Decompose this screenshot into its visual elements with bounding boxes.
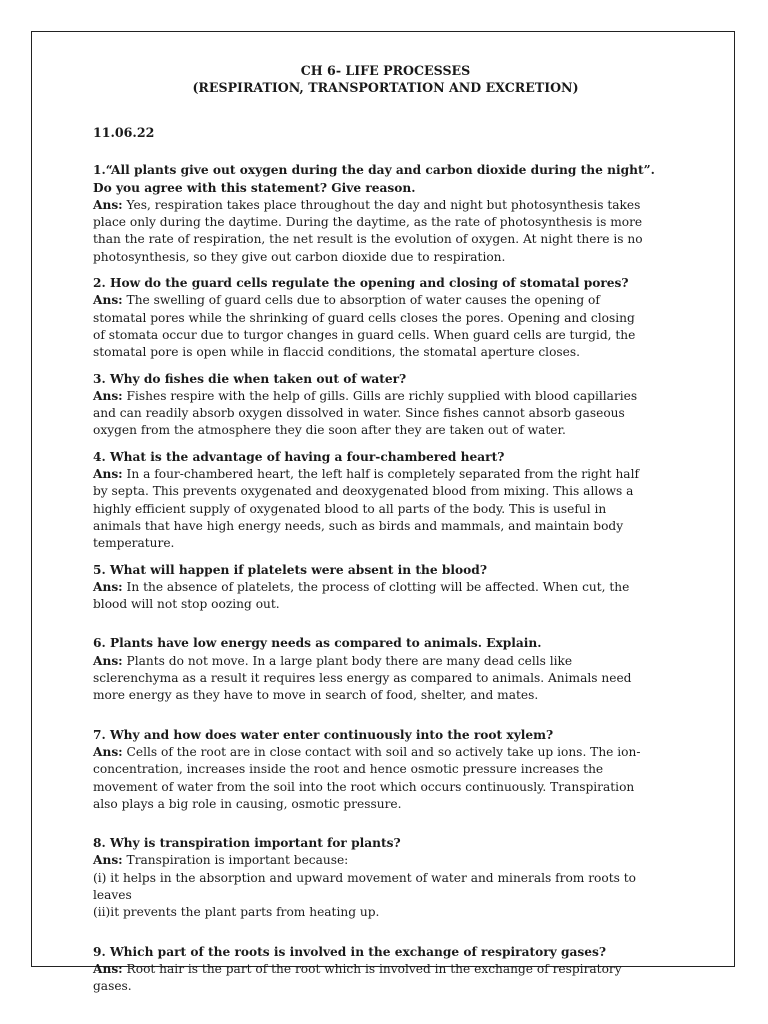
question-block [93, 162, 678, 266]
answer-line: more energy as they have to move in search of food, shelter, and mates. [93, 688, 539, 703]
answer-text [93, 579, 678, 614]
answer-line [93, 292, 678, 309]
answer-line [93, 197, 678, 214]
answer-line: animals that have high energy needs, such as birds and mammals, and maintain body [93, 518, 624, 533]
answer-first-text: In the absence of platelets, the process of clotting will be affected. When cut, the [122, 579, 630, 594]
answer-line: temperature. [93, 536, 175, 551]
answer-text [93, 388, 678, 440]
answer-line [93, 744, 678, 761]
answer-label: Ans: [93, 467, 123, 482]
question-block [93, 727, 678, 813]
question-line: 6. Plants have low energy needs as compared to animals. Explain. [93, 636, 542, 651]
question-line: Do you agree with this statement? Give reason. [93, 180, 416, 195]
question-text [93, 635, 678, 652]
document-body [93, 62, 678, 995]
answer-text [93, 466, 678, 552]
question-line: 1.“All plants give out oxygen during the day and carbon dioxide during the night”. [93, 163, 655, 178]
question-line: 3. Why do fishes die when taken out of water? [93, 371, 407, 386]
answer-label: Ans: [93, 197, 123, 212]
answer-line: gases. [93, 979, 132, 994]
answer-line: stomatal pore is open while in flaccid conditions, the stomatal aperture closes. [93, 345, 581, 360]
answer-line [93, 466, 678, 483]
question-block [93, 562, 678, 614]
question-line: 4. What is the advantage of having a four-chambered heart? [93, 449, 505, 464]
question-text [93, 562, 678, 579]
answer-line: movement of water from the soil into the root which occurs continuously. Transpiration [93, 779, 635, 794]
question-text [93, 449, 678, 466]
answer-label: Ans: [93, 653, 123, 668]
answer-label: Ans: [93, 388, 123, 403]
answer-text [93, 744, 678, 813]
answer-line: (ii)it prevents the plant parts from heating up. [93, 905, 380, 920]
answer-line: by septa. This prevents oxygenated and deoxygenated blood from mixing. This allows a [93, 484, 634, 499]
answer-line: stomatal pores while the shrinking of guard cells closes the pores. Opening and closing [93, 310, 635, 325]
chapter-subtitle: (RESPIRATION, TRANSPORTATION AND EXCRETION) [192, 80, 579, 95]
answer-line: oxygen from the atmosphere they die soon after they are taken out of water. [93, 423, 566, 438]
answer-first-text: The swelling of guard cells due to absorption of water causes the opening of [122, 293, 600, 308]
question-line: 5. What will happen if platelets were absent in the blood? [93, 562, 487, 577]
answer-first-text: Fishes respire with the help of gills. Gills are richly supplied with blood capillaries [122, 388, 638, 403]
answer-line: also plays a big role in causing, osmotic pressure. [93, 796, 402, 811]
question-block [93, 371, 678, 440]
answer-line [93, 653, 678, 670]
answer-text [93, 653, 678, 705]
answer-line [93, 852, 678, 869]
answer-line: highly efficient supply of oxygenated blood to all parts of the body. This is useful in [93, 501, 607, 516]
answer-first-text: Plants do not move. In a large plant body there are many dead cells like [122, 653, 573, 668]
answer-line [93, 388, 678, 405]
answer-line: (i) it helps in the absorption and upward movement of water and minerals from roots to [93, 870, 636, 885]
answer-line [93, 579, 678, 596]
question-text [93, 835, 678, 852]
answer-label: Ans: [93, 579, 123, 594]
answer-line: leaves [93, 887, 132, 902]
answer-text [93, 961, 678, 996]
question-line: 9. Which part of the roots is involved in the exchange of respiratory gases? [93, 944, 607, 959]
answer-line: photosynthesis, so they give out carbon dioxide due to respiration. [93, 249, 506, 264]
answer-label: Ans: [93, 853, 123, 868]
answer-text [93, 292, 678, 361]
answer-line: sclerenchyma as a result it requires less energy as compared to animals. Animals need [93, 671, 632, 686]
question-line: 8. Why is transpiration important for plants? [93, 836, 401, 851]
answer-first-text: In a four-chambered heart, the left half is completely separated from the right half [122, 467, 639, 482]
answer-line: blood will not stop oozing out. [93, 597, 280, 612]
document-date: 11.06.22 [93, 125, 155, 140]
answer-first-text: Root hair is the part of the root which is involved in the exchange of respiratory [122, 961, 622, 976]
question-block [93, 944, 678, 996]
answer-line: and can readily absorb oxygen dissolved in water. Since fishes cannot absorb gaseous [93, 406, 625, 421]
answer-line: concentration, increases inside the root and hence osmotic pressure increases the [93, 762, 604, 777]
question-line: 7. Why and how does water enter continuously into the root xylem? [93, 727, 554, 742]
answer-label: Ans: [93, 293, 123, 308]
answer-line: of stomata occur due to turgor changes in guard cells. When guard cells are turgid, the [93, 327, 636, 342]
chapter-title: CH 6- LIFE PROCESSES [300, 63, 471, 78]
question-text [93, 944, 678, 961]
answer-label: Ans: [93, 961, 123, 976]
question-line: 2. How do the guard cells regulate the opening and closing of stomatal pores? [93, 276, 629, 291]
question-block [93, 835, 678, 921]
answer-line: place only during the daytime. During the daytime, as the rate of photosynthesis is more [93, 215, 643, 230]
answer-first-text: Yes, respiration takes place throughout the day and night but photosynthesis takes [122, 197, 641, 212]
answer-first-text: Transpiration is important because: [122, 853, 349, 868]
document-header [93, 62, 678, 96]
answer-line: than the rate of respiration, the net result is the evolution of oxygen. At night there is no [93, 232, 643, 247]
question-text [93, 727, 678, 744]
question-block [93, 635, 678, 704]
answer-text [93, 197, 678, 266]
question-text [93, 275, 678, 292]
question-block [93, 275, 678, 361]
question-text [93, 371, 678, 388]
answer-text [93, 852, 678, 921]
answer-first-text: Cells of the root are in close contact with soil and so actively take up ions. The ion- [122, 744, 641, 759]
question-block [93, 449, 678, 553]
question-text [93, 162, 678, 197]
answer-line [93, 961, 678, 978]
question-list [93, 162, 678, 995]
answer-label: Ans: [93, 744, 123, 759]
